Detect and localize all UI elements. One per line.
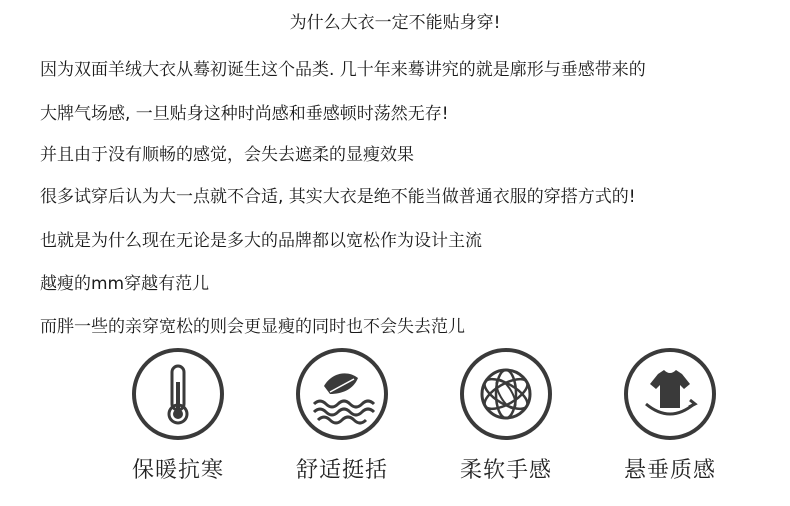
- paragraph-line-1: 因为双面羊绒大衣从蓦初诞生这个品类. 几十年来蓦讲究的就是廓形与垂感带来的: [40, 60, 646, 80]
- feature-warmth: [118, 348, 238, 486]
- paragraph-line-2: 大牌气场感, 一旦贴身这种时尚感和垂感顿时荡然无存!: [40, 104, 449, 124]
- feature-row: [0, 348, 790, 506]
- page-title: 为什么大衣一定不能贴身穿!: [289, 13, 501, 33]
- feature-label-warmth: 保暖抗寒: [131, 458, 224, 483]
- feature-label-softness: 柔软手感: [459, 458, 552, 483]
- feature-label-comfort: 舒适挺括: [295, 458, 388, 483]
- paragraph-line-7: 而胖一些的亲穿宽松的则会更显瘦的同时也不会失去范儿: [40, 317, 465, 337]
- paragraph-line-5: 也就是为什么现在无论是多大的品牌都以宽松作为设计主流: [40, 231, 482, 251]
- feature-label-drape: 悬垂质感: [623, 458, 716, 483]
- paragraph-line-6: 越瘦的mm穿越有范儿: [40, 274, 210, 294]
- feature-drape: [610, 348, 730, 486]
- wool-yarn-icon: [460, 348, 552, 440]
- paragraph-line-4: 很多试穿后认为大一点就不合适, 其实大衣是绝不能当做普通衣服的穿搭方式的!: [40, 187, 636, 207]
- feature-softness: [446, 348, 566, 486]
- feature-comfort: [282, 348, 402, 486]
- paragraph-line-3: 并且由于没有顺畅的感觉，会失去遮柔的显瘦效果: [40, 145, 414, 165]
- feather-waves-icon: [296, 348, 388, 440]
- thermometer-icon: [132, 348, 224, 440]
- tshirt-drape-icon: [624, 348, 716, 440]
